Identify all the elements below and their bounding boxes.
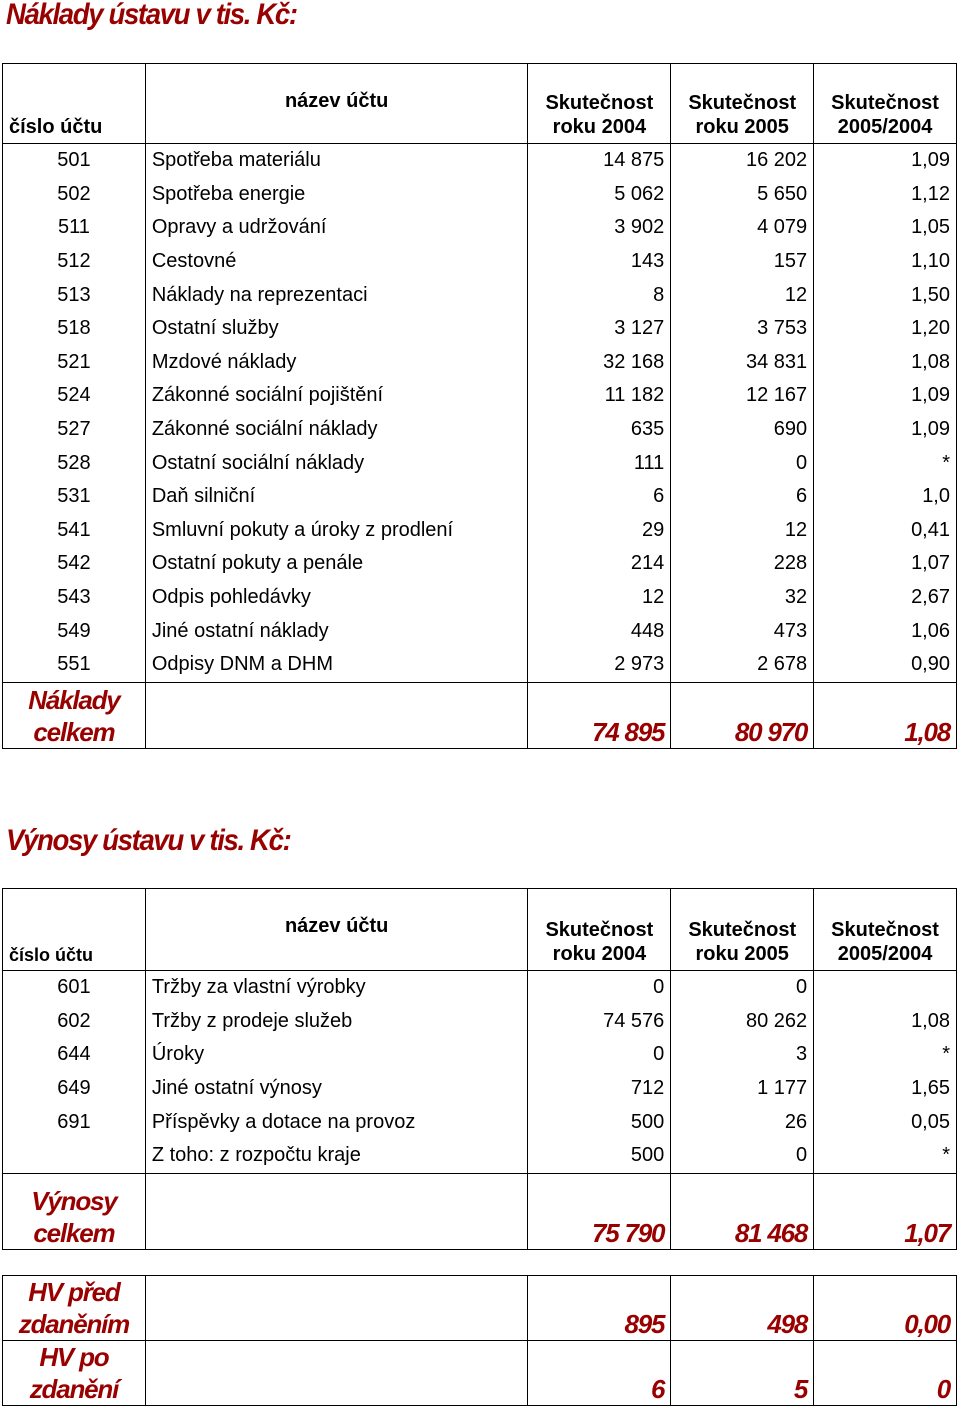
actual-2005: 0 — [671, 971, 814, 1005]
header-ratio: Skutečnost 2005/2004 — [814, 64, 957, 144]
table-row — [3, 178, 957, 212]
account-name: Zákonné sociální pojištění — [145, 379, 528, 413]
actual-2004: 11 182 — [528, 379, 671, 413]
result-after-tax-ratio: 0 — [814, 1341, 957, 1406]
account-number: 644 — [3, 1038, 146, 1072]
ratio: 1,0 — [814, 480, 957, 514]
actual-2004: 712 — [528, 1072, 671, 1106]
ratio: 1,12 — [814, 178, 957, 212]
account-name: Smluvní pokuty a úroky z prodlení — [145, 514, 528, 548]
ratio: * — [814, 1139, 957, 1173]
table-row — [3, 971, 957, 1005]
revenues-total-row — [3, 1173, 957, 1249]
actual-2005: 12 — [671, 278, 814, 312]
revenues-total-2005: 81 468 — [671, 1173, 814, 1249]
revenues-title: Výnosy ústavu v tis. Kč: — [6, 824, 291, 857]
costs-total-2004: 74 895 — [528, 682, 671, 748]
actual-2004: 3 902 — [528, 211, 671, 245]
actual-2005: 690 — [671, 413, 814, 447]
revenues-total-ratio: 1,07 — [814, 1173, 957, 1249]
actual-2005: 26 — [671, 1105, 814, 1139]
account-name: Odpisy DNM a DHM — [145, 648, 528, 682]
actual-2005: 0 — [671, 1139, 814, 1173]
header-account-name: název účtu — [145, 64, 528, 144]
actual-2005: 12 — [671, 514, 814, 548]
result-table — [2, 1275, 957, 1406]
account-number: 511 — [3, 211, 146, 245]
revenues-table — [2, 888, 957, 1250]
header-actual-2005: Skutečnost roku 2005 — [671, 64, 814, 144]
actual-2004: 500 — [528, 1139, 671, 1173]
header-account-number: číslo účtu — [3, 64, 146, 144]
actual-2004: 3 127 — [528, 312, 671, 346]
result-before-tax-row — [3, 1276, 957, 1341]
account-name: Jiné ostatní výnosy — [145, 1072, 528, 1106]
actual-2005: 228 — [671, 547, 814, 581]
actual-2004: 214 — [528, 547, 671, 581]
actual-2004: 5 062 — [528, 178, 671, 212]
table-row — [3, 1139, 957, 1173]
header-account-number: číslo účtu — [3, 889, 146, 971]
actual-2005: 4 079 — [671, 211, 814, 245]
account-number: 541 — [3, 514, 146, 548]
ratio: 1,09 — [814, 413, 957, 447]
account-number: 524 — [3, 379, 146, 413]
ratio: 1,05 — [814, 211, 957, 245]
table-row — [3, 1038, 957, 1072]
table-row — [3, 514, 957, 548]
header-account-name: název účtu — [145, 889, 528, 971]
account-number: 502 — [3, 178, 146, 212]
account-number — [3, 1139, 146, 1173]
ratio: 1,08 — [814, 1005, 957, 1039]
ratio: 1,07 — [814, 547, 957, 581]
actual-2004: 111 — [528, 446, 671, 480]
actual-2004: 0 — [528, 971, 671, 1005]
account-number: 543 — [3, 581, 146, 615]
ratio: * — [814, 446, 957, 480]
table-row — [3, 480, 957, 514]
account-number: 521 — [3, 346, 146, 380]
revenues-total-2004: 75 790 — [528, 1173, 671, 1249]
actual-2004: 12 — [528, 581, 671, 615]
account-name: Ostatní pokuty a penále — [145, 547, 528, 581]
ratio: 1,10 — [814, 245, 957, 279]
table-row — [3, 245, 957, 279]
account-number: 528 — [3, 446, 146, 480]
actual-2004: 32 168 — [528, 346, 671, 380]
table-row — [3, 1105, 957, 1139]
header-actual-2004: Skutečnost roku 2004 — [528, 64, 671, 144]
ratio: 2,67 — [814, 581, 957, 615]
account-number: 501 — [3, 144, 146, 178]
account-name: Z toho: z rozpočtu kraje — [145, 1139, 528, 1173]
actual-2004: 8 — [528, 278, 671, 312]
header-actual-2004: Skutečnost roku 2004 — [528, 889, 671, 971]
actual-2004: 14 875 — [528, 144, 671, 178]
account-number: 518 — [3, 312, 146, 346]
table-row — [3, 581, 957, 615]
actual-2004: 0 — [528, 1038, 671, 1072]
costs-total-label: Náklady celkem — [3, 682, 146, 748]
actual-2005: 80 262 — [671, 1005, 814, 1039]
ratio: 0,90 — [814, 648, 957, 682]
costs-total-ratio: 1,08 — [814, 682, 957, 748]
account-number: 512 — [3, 245, 146, 279]
header-actual-2005: Skutečnost roku 2005 — [671, 889, 814, 971]
actual-2004: 74 576 — [528, 1005, 671, 1039]
actual-2004: 448 — [528, 614, 671, 648]
result-before-tax-ratio: 0,00 — [814, 1276, 957, 1341]
result-before-tax-label: HV před zdaněním — [3, 1276, 146, 1341]
ratio: 1,65 — [814, 1072, 957, 1106]
account-name: Jiné ostatní náklady — [145, 614, 528, 648]
table-row — [3, 379, 957, 413]
account-number: 551 — [3, 648, 146, 682]
table-row — [3, 1072, 957, 1106]
account-name: Spotřeba energie — [145, 178, 528, 212]
actual-2005: 1 177 — [671, 1072, 814, 1106]
costs-total-2005: 80 970 — [671, 682, 814, 748]
ratio: 1,09 — [814, 379, 957, 413]
ratio: 1,50 — [814, 278, 957, 312]
table-row — [3, 413, 957, 447]
actual-2005: 3 — [671, 1038, 814, 1072]
costs-total-row — [3, 682, 957, 748]
actual-2005: 12 167 — [671, 379, 814, 413]
account-name: Tržby z prodeje služeb — [145, 1005, 528, 1039]
actual-2005: 32 — [671, 581, 814, 615]
result-after-tax-label: HV po zdanění — [3, 1341, 146, 1406]
result-before-tax-2005: 498 — [671, 1276, 814, 1341]
account-number: 549 — [3, 614, 146, 648]
account-name: Náklady na reprezentaci — [145, 278, 528, 312]
ratio: 0,41 — [814, 514, 957, 548]
table-row — [3, 144, 957, 178]
account-number: 691 — [3, 1105, 146, 1139]
account-name: Ostatní sociální náklady — [145, 446, 528, 480]
ratio: 1,08 — [814, 346, 957, 380]
actual-2005: 5 650 — [671, 178, 814, 212]
table-row — [3, 278, 957, 312]
revenues-total-label: Výnosy celkem — [3, 1173, 146, 1249]
account-name: Příspěvky a dotace na provoz — [145, 1105, 528, 1139]
account-number: 601 — [3, 971, 146, 1005]
header-ratio: Skutečnost 2005/2004 — [814, 889, 957, 971]
actual-2004: 143 — [528, 245, 671, 279]
table-row — [3, 312, 957, 346]
actual-2005: 3 753 — [671, 312, 814, 346]
account-name: Ostatní služby — [145, 312, 528, 346]
costs-header-row — [3, 64, 957, 144]
result-after-tax-2004: 6 — [528, 1341, 671, 1406]
ratio: 1,09 — [814, 144, 957, 178]
table-row — [3, 1005, 957, 1039]
actual-2005: 2 678 — [671, 648, 814, 682]
costs-title: Náklady ústavu v tis. Kč: — [6, 0, 297, 31]
ratio: 0,05 — [814, 1105, 957, 1139]
account-name: Úroky — [145, 1038, 528, 1072]
actual-2005: 473 — [671, 614, 814, 648]
account-name: Daň silniční — [145, 480, 528, 514]
table-row — [3, 648, 957, 682]
actual-2005: 6 — [671, 480, 814, 514]
account-name: Mzdové náklady — [145, 346, 528, 380]
ratio: * — [814, 1038, 957, 1072]
account-number: 527 — [3, 413, 146, 447]
actual-2005: 157 — [671, 245, 814, 279]
actual-2004: 500 — [528, 1105, 671, 1139]
costs-table — [2, 63, 957, 749]
account-number: 602 — [3, 1005, 146, 1039]
table-row — [3, 346, 957, 380]
actual-2004: 29 — [528, 514, 671, 548]
result-after-tax-2005: 5 — [671, 1341, 814, 1406]
result-after-tax-row — [3, 1341, 957, 1406]
account-name: Opravy a udržování — [145, 211, 528, 245]
result-before-tax-2004: 895 — [528, 1276, 671, 1341]
table-row — [3, 614, 957, 648]
table-row — [3, 211, 957, 245]
account-name: Odpis pohledávky — [145, 581, 528, 615]
account-name: Spotřeba materiálu — [145, 144, 528, 178]
actual-2004: 2 973 — [528, 648, 671, 682]
actual-2004: 635 — [528, 413, 671, 447]
table-row — [3, 446, 957, 480]
ratio — [814, 971, 957, 1005]
actual-2004: 6 — [528, 480, 671, 514]
account-number: 513 — [3, 278, 146, 312]
actual-2005: 16 202 — [671, 144, 814, 178]
account-name: Cestovné — [145, 245, 528, 279]
account-name: Zákonné sociální náklady — [145, 413, 528, 447]
revenues-header-row — [3, 889, 957, 971]
account-number: 531 — [3, 480, 146, 514]
account-number: 649 — [3, 1072, 146, 1106]
actual-2005: 0 — [671, 446, 814, 480]
ratio: 1,20 — [814, 312, 957, 346]
account-name: Tržby za vlastní výrobky — [145, 971, 528, 1005]
account-number: 542 — [3, 547, 146, 581]
ratio: 1,06 — [814, 614, 957, 648]
table-row — [3, 547, 957, 581]
actual-2005: 34 831 — [671, 346, 814, 380]
